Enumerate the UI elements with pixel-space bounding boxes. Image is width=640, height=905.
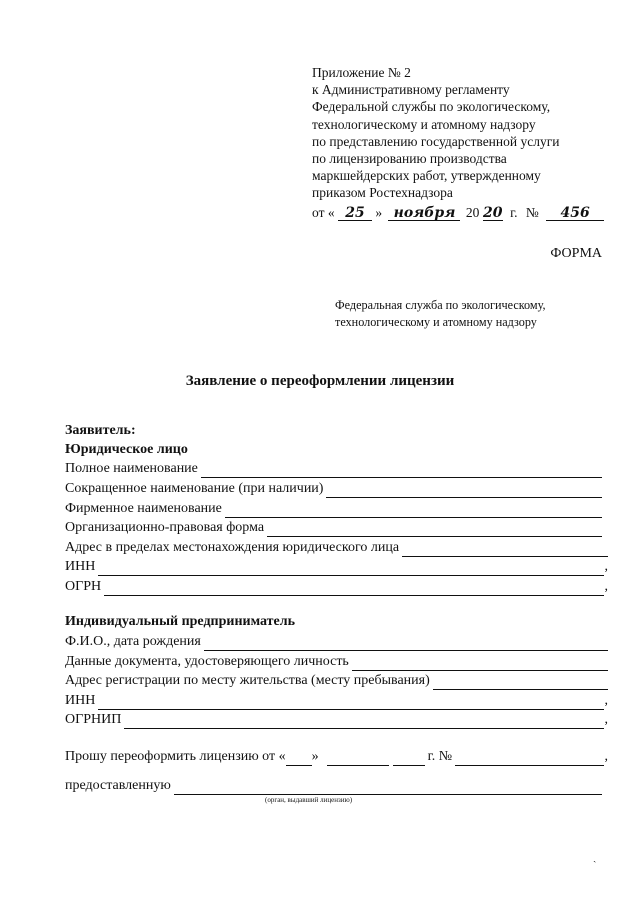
- agency-line: технологическому и атомному надзору: [335, 315, 537, 329]
- field-residence-address[interactable]: [65, 672, 608, 690]
- order-day: 25: [338, 206, 372, 221]
- field-label: ОГРН: [65, 579, 102, 594]
- field-id-document[interactable]: [65, 653, 608, 671]
- request-prefix: Прошу переоформить лицензию от «: [65, 749, 286, 764]
- input-line[interactable]: [225, 503, 602, 518]
- field-legal-address[interactable]: [65, 539, 608, 557]
- agency-line: Федеральная служба по экологическому,: [335, 298, 546, 312]
- request-year-input[interactable]: [393, 751, 425, 766]
- input-line[interactable]: [201, 463, 602, 478]
- order-year-prefix: 20: [465, 204, 480, 220]
- field-legal-inn[interactable]: [65, 558, 608, 576]
- order-year-word: г.: [510, 204, 518, 220]
- input-line[interactable]: [174, 780, 602, 795]
- field-label: Ф.И.О., дата рождения: [65, 634, 201, 649]
- applicant-label: Заявитель:: [65, 423, 136, 438]
- field-legal-ogrn[interactable]: [65, 578, 608, 596]
- field-provided-by[interactable]: [65, 777, 602, 795]
- legal-entity-heading: Юридическое лицо: [65, 442, 188, 457]
- form-label: ФОРМА: [550, 246, 602, 261]
- input-line[interactable]: [104, 581, 603, 596]
- appendix-line: Федеральной службы по экологическому,: [312, 99, 551, 115]
- request-number-input[interactable]: [455, 751, 603, 766]
- comma: ,: [604, 579, 608, 594]
- order-year-suffix: 20: [482, 204, 503, 221]
- agency-block: [335, 297, 546, 331]
- field-label: Адрес регистрации по месту жительства (месту пребывания): [65, 673, 430, 688]
- field-ogrnip[interactable]: [65, 711, 608, 729]
- request-quote: »: [311, 749, 319, 764]
- input-line[interactable]: [402, 542, 608, 557]
- input-line[interactable]: [124, 714, 603, 729]
- document-title: Заявление о переоформлении лицензии: [185, 373, 455, 389]
- corner-mark: ˎ: [593, 852, 597, 863]
- field-label: Данные документа, удостоверяющего личность: [65, 654, 349, 669]
- field-label: ИНН: [65, 559, 96, 574]
- input-line[interactable]: [267, 522, 602, 537]
- input-line[interactable]: [352, 656, 608, 671]
- order-number-sign: №: [525, 204, 539, 220]
- field-label: предоставленную: [65, 778, 171, 793]
- field-short-name[interactable]: [65, 480, 602, 498]
- input-line[interactable]: [433, 675, 608, 690]
- input-line[interactable]: [98, 561, 603, 576]
- appendix-line: маркшейдерских работ, утвержденному: [312, 168, 541, 184]
- field-fio[interactable]: [65, 633, 608, 651]
- order-month: ноября: [388, 206, 460, 221]
- appendix-line: к Административному регламенту: [312, 82, 510, 98]
- issuer-hint: (орган, выдавший лицензию): [265, 796, 353, 804]
- request-line: [65, 748, 608, 766]
- entrepreneur-heading: Индивидуальный предприниматель: [65, 614, 296, 629]
- order-date-quote: »: [375, 204, 383, 220]
- comma: ,: [604, 559, 608, 574]
- comma: ,: [604, 749, 608, 764]
- request-month-input[interactable]: [327, 751, 389, 766]
- field-legal-form[interactable]: [65, 519, 602, 537]
- input-line[interactable]: [326, 483, 602, 498]
- order-date-line: [312, 204, 604, 221]
- request-year-number-label: г. №: [427, 749, 453, 764]
- field-brand-name[interactable]: [65, 500, 602, 518]
- appendix-line: технологическому и атомному надзору: [312, 116, 536, 132]
- appendix-block: [312, 64, 604, 221]
- field-label: Организационно-правовая форма: [65, 520, 265, 535]
- field-label: ИНН: [65, 693, 96, 708]
- appendix-line: по представлению государственной услуги: [312, 133, 560, 149]
- field-label: Полное наименование: [65, 461, 198, 476]
- field-label: Сокращенное наименование (при наличии): [65, 481, 324, 496]
- input-line[interactable]: [98, 695, 603, 710]
- order-number: 456: [546, 206, 604, 221]
- appendix-line: приказом Ростехнадзора: [312, 185, 453, 201]
- field-label: Фирменное наименование: [65, 501, 222, 516]
- appendix-line: Приложение № 2: [312, 65, 411, 80]
- field-full-name[interactable]: [65, 460, 602, 478]
- field-label: Адрес в пределах местонахождения юридического лица: [65, 540, 400, 555]
- comma: ,: [604, 712, 608, 727]
- appendix-line: по лицензированию производства: [312, 151, 507, 167]
- order-date-prefix: от «: [312, 204, 335, 220]
- input-line[interactable]: [204, 636, 608, 651]
- comma: ,: [604, 693, 608, 708]
- field-ip-inn[interactable]: [65, 692, 608, 710]
- request-day-input[interactable]: [286, 751, 312, 766]
- field-label: ОГРНИП: [65, 712, 122, 727]
